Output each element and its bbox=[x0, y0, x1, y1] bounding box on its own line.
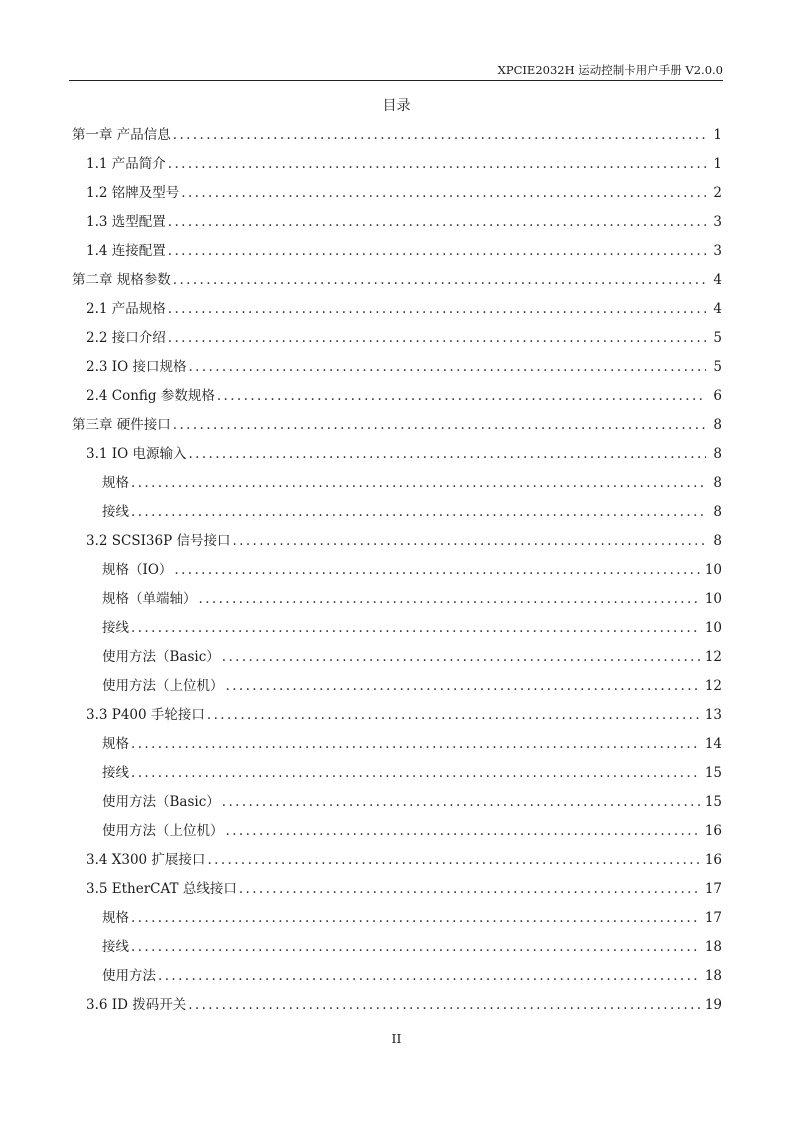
dot-leader bbox=[174, 556, 700, 585]
toc-entry[interactable] bbox=[72, 121, 722, 150]
toc-entry-page: 8 bbox=[713, 504, 722, 520]
toc-entry[interactable] bbox=[72, 237, 722, 266]
toc-entry-page: 5 bbox=[713, 359, 722, 375]
toc-entry-page: 15 bbox=[704, 765, 722, 781]
toc-entry[interactable] bbox=[72, 440, 722, 469]
toc-entry[interactable] bbox=[72, 150, 722, 179]
toc-entry[interactable] bbox=[72, 585, 722, 614]
toc-entry-page: 6 bbox=[713, 388, 722, 404]
toc-entry[interactable] bbox=[72, 527, 722, 556]
dot-leader bbox=[226, 672, 701, 701]
toc-entry[interactable] bbox=[72, 643, 722, 672]
toc-entry-title: 接线 bbox=[102, 504, 129, 520]
toc-entry-title: 第三章 硬件接口 bbox=[72, 417, 171, 433]
dot-leader bbox=[222, 643, 701, 672]
toc-entry-title: 2.4 Config 参数规格 bbox=[86, 388, 215, 404]
toc-entry-title: 使用方法（上位机） bbox=[102, 823, 224, 839]
dot-leader bbox=[131, 759, 701, 788]
toc-entry-page: 10 bbox=[704, 620, 722, 636]
toc-entry-title: 3.4 X300 扩展接口 bbox=[86, 852, 206, 868]
toc-entry-title: 接线 bbox=[102, 939, 129, 955]
dot-leader bbox=[239, 875, 701, 904]
toc-entry-title: 1.2 铭牌及型号 bbox=[86, 185, 180, 201]
toc-entry[interactable] bbox=[72, 701, 722, 730]
toc-entry-title: 规格 bbox=[102, 736, 129, 752]
toc-entry-page: 1 bbox=[713, 156, 722, 172]
toc-entry[interactable] bbox=[72, 411, 722, 440]
toc-entry-page: 4 bbox=[713, 272, 722, 288]
dot-leader bbox=[188, 991, 701, 1020]
toc-entry-page: 17 bbox=[704, 910, 722, 926]
dot-leader bbox=[131, 933, 701, 962]
dot-leader bbox=[188, 440, 706, 469]
toc-entry[interactable] bbox=[72, 788, 722, 817]
toc-entry-page: 10 bbox=[704, 591, 722, 607]
toc-entry-title: 使用方法（Basic） bbox=[102, 794, 220, 810]
toc-entry[interactable] bbox=[72, 498, 722, 527]
toc-entry-page: 16 bbox=[704, 823, 722, 839]
toc-entry[interactable] bbox=[72, 324, 722, 353]
dot-leader bbox=[168, 324, 706, 353]
toc-entry-title: 使用方法（Basic） bbox=[102, 649, 220, 665]
toc-entry-title: 使用方法 bbox=[102, 968, 156, 984]
toc-entry-page: 1 bbox=[713, 127, 722, 143]
toc-entry[interactable] bbox=[72, 208, 722, 237]
toc-entry-title: 3.5 EtherCAT 总线接口 bbox=[86, 881, 237, 897]
toc-entry-title: 3.2 SCSI36P 信号接口 bbox=[86, 533, 231, 549]
toc-entry-page: 19 bbox=[704, 997, 722, 1013]
toc-entry-title: 规格 bbox=[102, 910, 129, 926]
toc-entry-title: 3.1 IO 电源输入 bbox=[86, 446, 187, 462]
dot-leader bbox=[173, 266, 706, 295]
dot-leader bbox=[131, 498, 706, 527]
toc-entry-page: 13 bbox=[704, 707, 722, 723]
toc-entry-page: 14 bbox=[704, 736, 722, 752]
dot-leader bbox=[158, 962, 701, 991]
toc-entry[interactable] bbox=[72, 817, 722, 846]
dot-leader bbox=[207, 701, 701, 730]
page-number: II bbox=[391, 1031, 402, 1046]
dot-leader bbox=[168, 208, 706, 237]
toc-entry[interactable] bbox=[72, 179, 722, 208]
toc-entry-title: 3.6 ID 拨码开关 bbox=[86, 997, 187, 1013]
dot-leader bbox=[232, 527, 706, 556]
toc-entry[interactable] bbox=[72, 846, 722, 875]
toc-entry[interactable] bbox=[72, 904, 722, 933]
toc-entry-page: 10 bbox=[704, 562, 722, 578]
toc-entry-page: 8 bbox=[713, 533, 722, 549]
toc-entry-page: 8 bbox=[713, 475, 722, 491]
toc-entry[interactable] bbox=[72, 295, 722, 324]
toc-entry-title: 2.1 产品规格 bbox=[86, 301, 166, 317]
header-title: XPCIE2032H 运动控制卡用户手册 V2.0.0 bbox=[497, 63, 723, 77]
toc-entry-title: 规格（IO） bbox=[102, 562, 173, 578]
toc-entry-page: 17 bbox=[704, 881, 722, 897]
toc-entry-title: 接线 bbox=[102, 765, 129, 781]
dot-leader bbox=[222, 788, 701, 817]
toc-entry-title: 1.1 产品简介 bbox=[86, 156, 166, 172]
dot-leader bbox=[199, 585, 701, 614]
toc-entry[interactable] bbox=[72, 382, 722, 411]
dot-leader bbox=[131, 469, 706, 498]
toc-entry-page: 8 bbox=[713, 417, 722, 433]
toc-entry-page: 5 bbox=[713, 330, 722, 346]
toc-entry-page: 8 bbox=[713, 446, 722, 462]
dot-leader bbox=[181, 179, 706, 208]
toc-entry-title: 规格 bbox=[102, 475, 129, 491]
toc-entry-page: 18 bbox=[704, 968, 722, 984]
toc-entry[interactable] bbox=[72, 875, 722, 904]
dot-leader bbox=[226, 817, 701, 846]
toc-entry-page: 15 bbox=[704, 794, 722, 810]
toc-entry[interactable] bbox=[72, 730, 722, 759]
toc-entry[interactable] bbox=[72, 672, 722, 701]
dot-leader bbox=[173, 411, 706, 440]
toc-entry-title: 第二章 规格参数 bbox=[72, 272, 171, 288]
toc-entry[interactable] bbox=[72, 614, 722, 643]
toc-entry[interactable] bbox=[72, 991, 722, 1020]
dot-leader bbox=[173, 121, 706, 150]
dot-leader bbox=[207, 846, 700, 875]
running-header bbox=[69, 62, 723, 81]
dot-leader bbox=[188, 353, 706, 382]
toc-entry-title: 1.3 选型配置 bbox=[86, 214, 166, 230]
toc-entry-page: 16 bbox=[704, 852, 722, 868]
toc-entry-title: 2.2 接口介绍 bbox=[86, 330, 166, 346]
toc-entry-page: 3 bbox=[713, 214, 722, 230]
toc-entry[interactable] bbox=[72, 933, 722, 962]
dot-leader bbox=[131, 730, 701, 759]
dot-leader bbox=[131, 614, 701, 643]
dot-leader bbox=[168, 150, 706, 179]
toc-entry[interactable] bbox=[72, 469, 722, 498]
toc-entry-title: 使用方法（上位机） bbox=[102, 678, 224, 694]
toc-entry[interactable] bbox=[72, 759, 722, 788]
dot-leader bbox=[131, 904, 701, 933]
dot-leader bbox=[168, 237, 706, 266]
toc-entry-page: 3 bbox=[713, 243, 722, 259]
toc-entry-page: 12 bbox=[704, 678, 722, 694]
dot-leader bbox=[217, 382, 706, 411]
toc-entry[interactable] bbox=[72, 556, 722, 585]
toc-entry[interactable] bbox=[72, 266, 722, 295]
dot-leader bbox=[168, 295, 706, 324]
toc-entry-title: 规格（单端轴） bbox=[102, 591, 197, 607]
toc-entry-title: 2.3 IO 接口规格 bbox=[86, 359, 187, 375]
toc-entry[interactable] bbox=[72, 353, 722, 382]
toc-title: 目录 bbox=[382, 98, 411, 114]
toc-entry-page: 12 bbox=[704, 649, 722, 665]
toc-entry-title: 接线 bbox=[102, 620, 129, 636]
toc-entry-title: 3.3 P400 手轮接口 bbox=[86, 707, 205, 723]
toc-entry-page: 18 bbox=[704, 939, 722, 955]
toc-entry-title: 第一章 产品信息 bbox=[72, 127, 171, 143]
table-of-contents bbox=[72, 121, 722, 1020]
toc-entry-page: 2 bbox=[713, 185, 722, 201]
toc-entry-page: 4 bbox=[713, 301, 722, 317]
toc-entry-title: 1.4 连接配置 bbox=[86, 243, 166, 259]
toc-entry[interactable] bbox=[72, 962, 722, 991]
